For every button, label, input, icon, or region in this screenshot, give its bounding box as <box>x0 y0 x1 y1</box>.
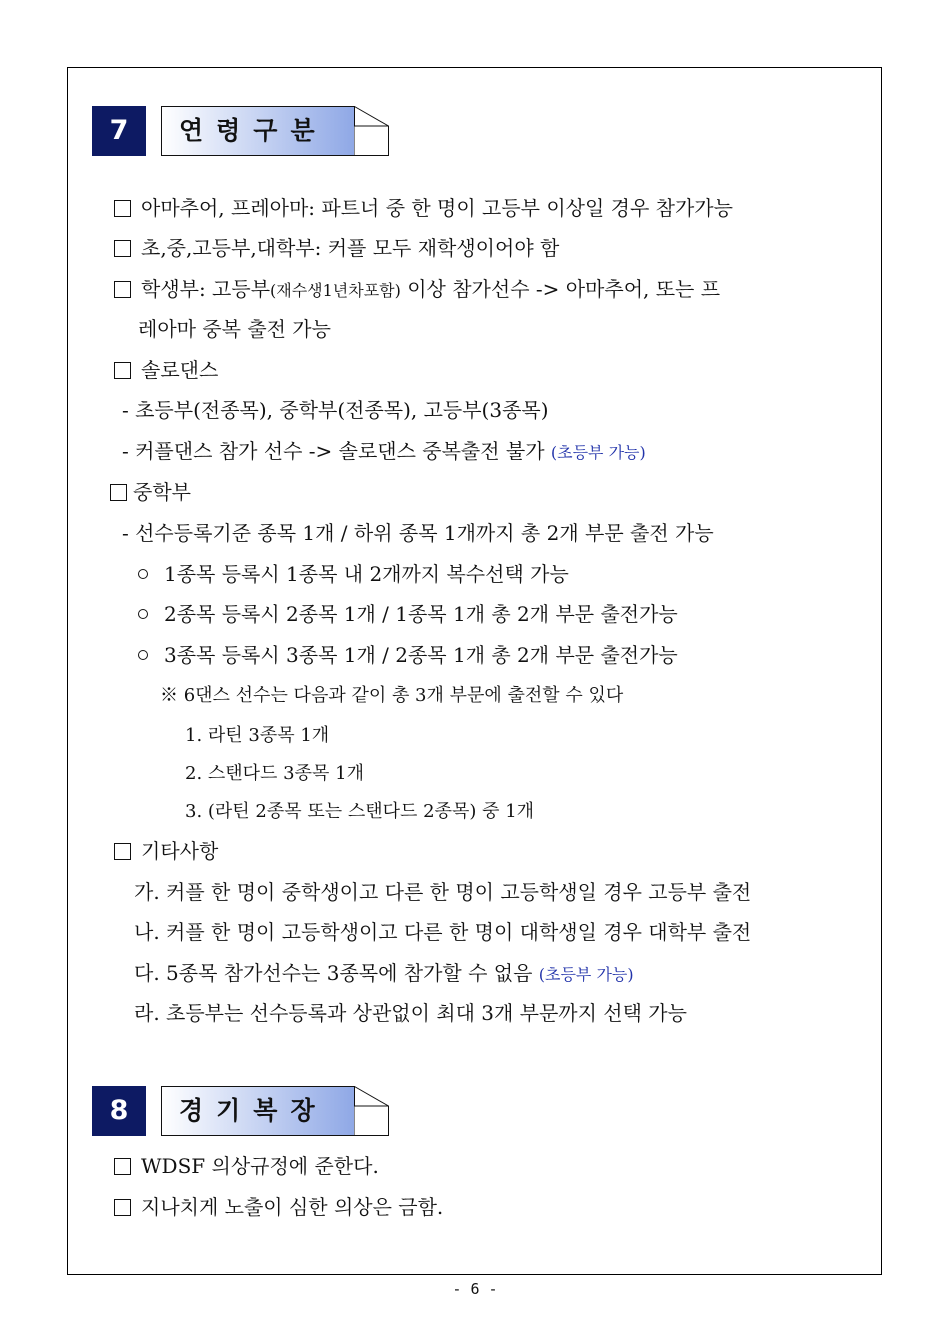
circle-item: 3종목 등록시 3종목 1개 / 2종목 1개 총 2개 부문 출전가능 <box>138 642 678 668</box>
circle-bullet-icon <box>138 609 148 619</box>
sub-item: - 선수등록기준 종목 1개 / 하위 종목 1개까지 총 2개 부문 출전 가능 <box>122 521 714 545</box>
circle-item: 1종목 등록시 1종목 내 2개까지 복수선택 가능 <box>138 561 569 587</box>
checkbox-square-icon <box>114 362 131 379</box>
section-7-title-box <box>161 106 389 156</box>
checkbox-square-icon <box>114 281 131 298</box>
numbered-item: 2. 스탠다드 3종목 1개 <box>185 763 364 784</box>
section-8-title: 경기복장 <box>179 1096 328 1125</box>
checkbox-square-icon <box>114 843 131 860</box>
lettered-item: 라. 초등부는 선수등록과 상관없이 최대 3개 부문까지 선택 가능 <box>134 1001 687 1025</box>
list-item: 중학부 <box>110 479 191 505</box>
list-item: 아마추어, 프레아마: 파트너 중 한 명이 고등부 이상일 경우 참가가능 <box>114 195 733 221</box>
section-8-title-box <box>161 1086 389 1136</box>
page-number: - 6 - <box>452 1280 498 1298</box>
list-item: 학생부: 고등부(재수생1년차포함) 이상 참가선수 -> 아마추어, 또는 프 <box>114 276 720 304</box>
circle-bullet-icon <box>138 650 148 660</box>
lettered-item: 나. 커플 한 명이 고등학생이고 다른 한 명이 대학생일 경우 대학부 출전 <box>134 920 752 944</box>
section-8-number: 8 <box>92 1086 146 1136</box>
circle-item: 2종목 등록시 2종목 1개 / 1종목 1개 총 2개 부문 출전가능 <box>138 601 678 627</box>
list-item: 지나치게 노출이 심한 의상은 금함. <box>114 1194 443 1220</box>
lettered-item: 가. 커플 한 명이 중학생이고 다른 한 명이 고등학생일 경우 고등부 출전 <box>134 880 752 904</box>
list-item: 솔로댄스 <box>114 357 218 383</box>
lettered-item: 다. 5종목 참가선수는 3종목에 참가할 수 없음 (초등부 가능) <box>134 961 634 985</box>
note: ※ 6댄스 선수는 다음과 같이 총 3개 부문에 출전할 수 있다 <box>160 685 624 706</box>
list-item: WDSF 의상규정에 준한다. <box>114 1153 379 1179</box>
numbered-item: 1. 라틴 3종목 1개 <box>185 725 330 746</box>
sub-item: - 커플댄스 참가 선수 -> 솔로댄스 중복출전 불가 (초등부 가능) <box>122 439 646 463</box>
section-7-number: 7 <box>92 106 146 156</box>
list-item: 기타사항 <box>114 838 218 864</box>
checkbox-square-icon <box>110 484 127 501</box>
numbered-item: 3. (라틴 2종목 또는 스탠다드 2종목) 중 1개 <box>185 801 535 822</box>
checkbox-square-icon <box>114 1199 131 1216</box>
checkbox-square-icon <box>114 240 131 257</box>
sub-item: - 초등부(전종목), 중학부(전종목), 고등부(3종목) <box>122 398 549 422</box>
section-7-title: 연령구분 <box>179 116 328 145</box>
circle-bullet-icon <box>138 569 148 579</box>
checkbox-square-icon <box>114 200 131 217</box>
list-item-continued: 레아마 중복 출전 가능 <box>138 317 331 341</box>
checkbox-square-icon <box>114 1158 131 1175</box>
list-item: 초,중,고등부,대학부: 커플 모두 재학생이어야 함 <box>114 235 559 261</box>
